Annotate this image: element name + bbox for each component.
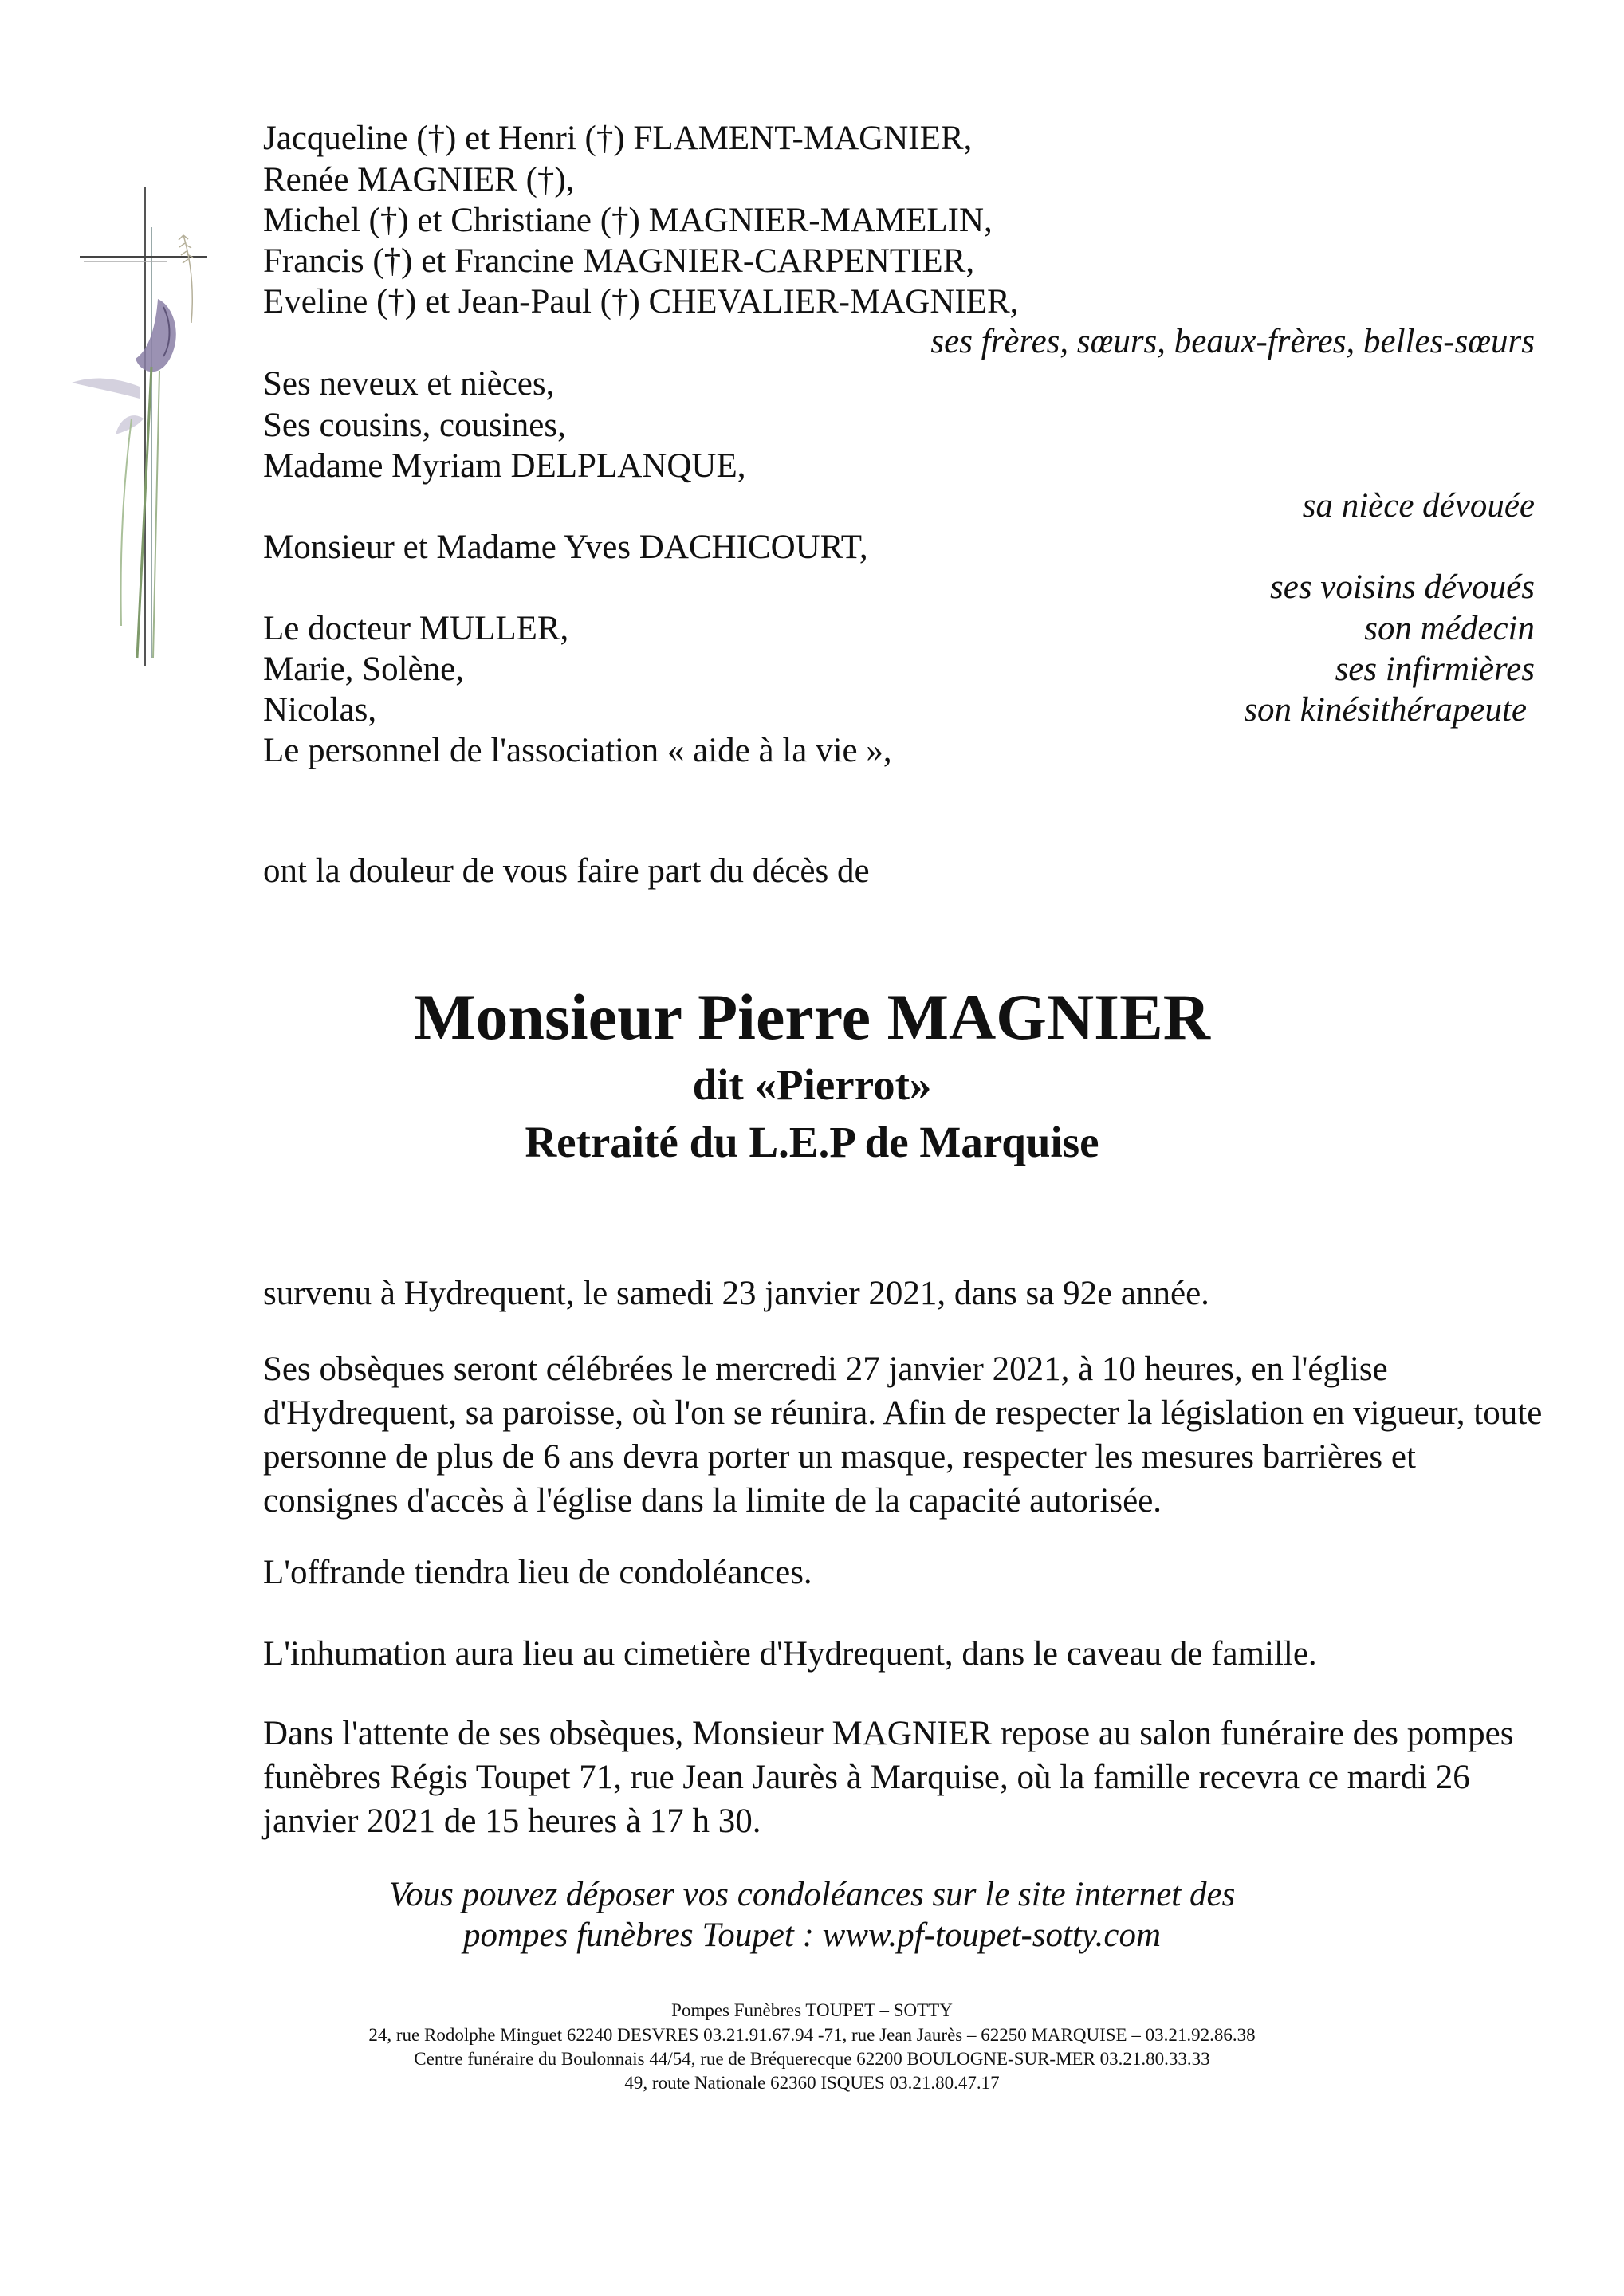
wheat-icon (179, 235, 193, 323)
deceased-nickname: dit «Pierrot» (692, 1060, 932, 1109)
neighbors-relation: ses voisins dévoués (1270, 568, 1535, 606)
family-sibling-line: Renée MAGNIER (†), (263, 161, 575, 199)
cross-lily-illustration (64, 179, 247, 674)
death-info: survenu à Hydrequent, le samedi 23 janvier 2021, dans sa 92e année. (263, 1275, 1209, 1312)
footer-company: Pompes Funèbres TOUPET – SOTTY (671, 2000, 953, 2020)
family-sibling-line: Jacqueline (†) et Henri (†) FLAMENT-MAGNIER, (263, 120, 973, 157)
nurses-relation: ses infirmières (1335, 651, 1535, 688)
deceased-occupation: Retraité du L.E.P de Marquise (525, 1118, 1099, 1166)
condolences-line2: pompes funèbres Toupet : www.pf-toupet-sotty.com (462, 1917, 1162, 1954)
lily-icon (72, 299, 176, 658)
deceased-name: Monsieur Pierre MAGNIER (413, 981, 1210, 1053)
offering-text: L'offrande tiendra lieu de condoléances. (263, 1554, 812, 1591)
nephews-line: Ses neveux et nièces, (263, 365, 555, 403)
niece-relation: sa nièce dévouée (1302, 487, 1535, 525)
footer-address1: 24, rue Rodolphe Minguet 62240 DESVRES 03.21.91.67.94 -71, rue Jean Jaurès – 62250 MARQUISE – 03.21.92.86.38 (368, 2025, 1256, 2045)
nurses-name: Marie, Solène, (263, 651, 464, 688)
doctor-name: Le docteur MULLER, (263, 610, 569, 647)
niece-name: Madame Myriam DELPLANQUE, (263, 447, 746, 485)
physio-relation: son kinésithérapeute (1244, 691, 1527, 729)
family-sibling-line: Francis (†) et Francine MAGNIER-CARPENTIER, (263, 242, 975, 280)
cousins-line: Ses cousins, cousines, (263, 407, 566, 444)
visitation-details: Dans l'attente de ses obsèques, Monsieur MAGNIER repose au salon funéraire des pompes funèbres Régis Toupet 71, rue Jean Jaurès à Marquise, où la famille recevra ce mardi 26 janvier 2021 de 15 heures à 17 h 30. (263, 1715, 1514, 1840)
footer-address2: Centre funéraire du Boulonnais 44/54, rue de Bréquerecque 62200 BOULOGNE-SUR-MER 03.21.80.33.33 (414, 2049, 1210, 2069)
family-sibling-line: Michel (†) et Christiane (†) MAGNIER-MAMELIN, (263, 202, 993, 239)
association-line: Le personnel de l'association « aide à la vie », (263, 732, 892, 769)
condolences-line1: Vous pouvez déposer vos condoléances sur le site internet des (388, 1876, 1236, 1913)
physio-name: Nicolas, (263, 691, 377, 729)
siblings-relation: ses frères, sœurs, beaux-frères, belles-sœurs (930, 323, 1535, 360)
family-sibling-line: Eveline (†) et Jean-Paul (†) CHEVALIER-MAGNIER, (263, 283, 1019, 320)
announcement: ont la douleur de vous faire part du décès de (263, 852, 870, 890)
burial-text: L'inhumation aura lieu au cimetière d'Hydrequent, dans le caveau de famille. (263, 1635, 1317, 1673)
footer-address3: 49, route Nationale 62360 ISQUES 03.21.80.47.17 (624, 2073, 1000, 2093)
doctor-relation: son médecin (1364, 610, 1535, 647)
funeral-details: Ses obsèques seront célébrées le mercredi 27 janvier 2021, à 10 heures, en l'église d'Hydrequent, sa paroisse, où l'on se réunira. Afin de respecter la législation en vigueur, toute personne de plus de 6 ans devra porter un masque, respecter les mesures barrières et consignes d'accès à l'église dans la limite de la capacité autorisée. (263, 1350, 1543, 1520)
neighbors-name: Monsieur et Madame Yves DACHICOURT, (263, 529, 868, 566)
